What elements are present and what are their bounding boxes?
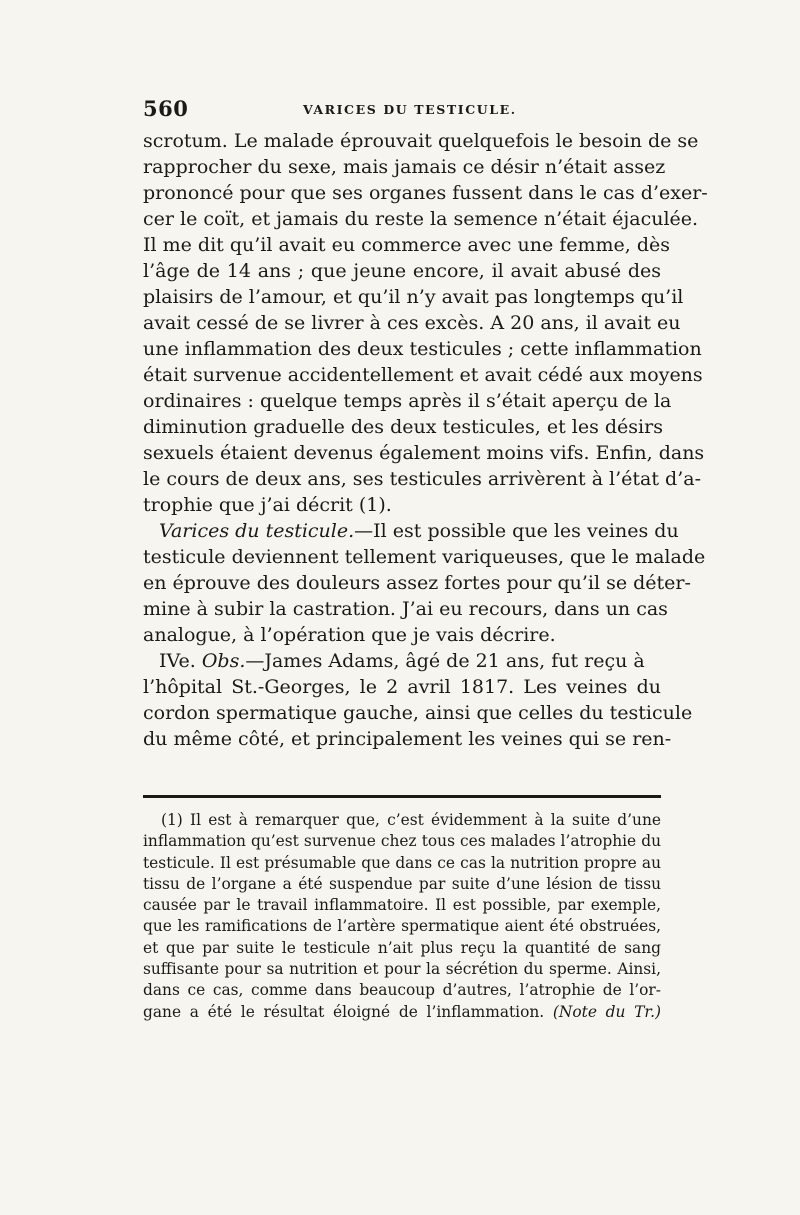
body-line: Il me dit qu’il avait eu commerce avec une femme, dès [143,234,671,256]
footnote-line: que les ramifications de l’artère spermatique aient été obstruées, [143,917,661,936]
translator-note: (Note du Tr.) [552,1002,661,1021]
body-line: l’âge de 14 ans ; que jeune encore, il avait abusé des [143,260,661,282]
body-line: avait cessé de se livrer à ces excès. A 20 ans, il avait eu [143,312,681,334]
body-line: plaisirs de l’amour, et qu’il n’y avait pas longtemps qu’il [143,286,684,308]
page-number: 560 [143,96,189,121]
footnote-line: suffisante pour sa nutrition et pour la sécrétion du sperme. Ainsi, [143,960,661,979]
footnote-line: tissu de l’organe a été suspendue par suite d’une lésion de tissu [143,874,661,893]
body-line: mine à subir la castration. J’ai eu recours, dans un cas [143,598,668,620]
observation-label: Obs. [201,650,246,672]
body-line: cordon spermatique gauche, ainsi que celles du testicule [143,702,693,724]
body-line: scrotum. Le malade éprouvait quelquefois le besoin de se [143,130,699,152]
body-line: —James Adams, âgé de 21 ans, fut reçu à [245,650,645,672]
footnote-last-line [143,1002,661,1023]
body-line: l’hôpital St.-Georges, le 2 avril 1817. Les veines du [143,676,661,698]
section-heading: Varices du testicule. [159,520,355,542]
footnote-line: et que par suite le testicule n’ait plus reçu la quantité de sang [143,938,661,957]
footnote-line: dans ce cas, comme dans beaucoup d’autres, l’atrophie de l’or- [143,981,661,1000]
body-line: prononcé pour que ses organes fussent dans le cas d’exer- [143,182,708,204]
body-line: testicule deviennent tellement variqueuses, que le malade [143,546,706,568]
footnote-line: (1) Il est à remarquer que, c’est évidemment à la suite d’une [161,811,661,829]
body-line: du même côté, et principalement les veines qui se ren- [143,728,672,750]
body-line: cer le coït, et jamais du reste la semence n’était éjaculée. [143,208,699,230]
body-line: ordinaires : quelque temps après il s’était aperçu de la [143,390,672,412]
body-line: en éprouve des douleurs assez fortes pour qu’il se déter- [143,572,691,594]
body-line: une inflammation des deux testicules ; cette inflammation [143,338,702,360]
body-line: était survenue accidentellement et avait cédé aux moyens [143,364,703,386]
body-line: le cours de deux ans, ses testicules arrivèrent à l’état d’a- [143,468,702,490]
footnote [143,810,661,1023]
body-line: analogue, à l’opération que je vais décrire. [143,624,556,646]
footnote-line: gane a été le résultat éloigné de l’inflammation. [143,1002,545,1021]
footnote-line: causée par le travail inflammatoire. Il est possible, par exemple, [143,896,661,915]
observation-first-line [143,648,661,674]
body-line: rapprocher du sexe, mais jamais ce désir n’était assez [143,156,666,178]
body-line: sexuels étaient devenus également moins vifs. Enfin, dans [143,442,705,464]
running-title: VARICES DU TESTICULE. [303,102,517,117]
footnote-line: inflammation qu’est survenue chez tous ces malades l’atrophie du [143,832,661,851]
body-line: diminution graduelle des deux testicules, et les désirs [143,416,663,438]
footnote-rule [143,795,661,798]
body-line: —Il est possible que les veines du [354,520,679,542]
paragraph-varices-first-line [143,518,679,544]
page-header [143,96,663,126]
body-line: trophie que j’ai décrit (1). [143,494,392,516]
body-text [143,128,708,752]
footnote-line: testicule. Il est présumable que dans ce cas la nutrition propre au [143,853,661,872]
observation-number: IVe. [159,650,196,672]
